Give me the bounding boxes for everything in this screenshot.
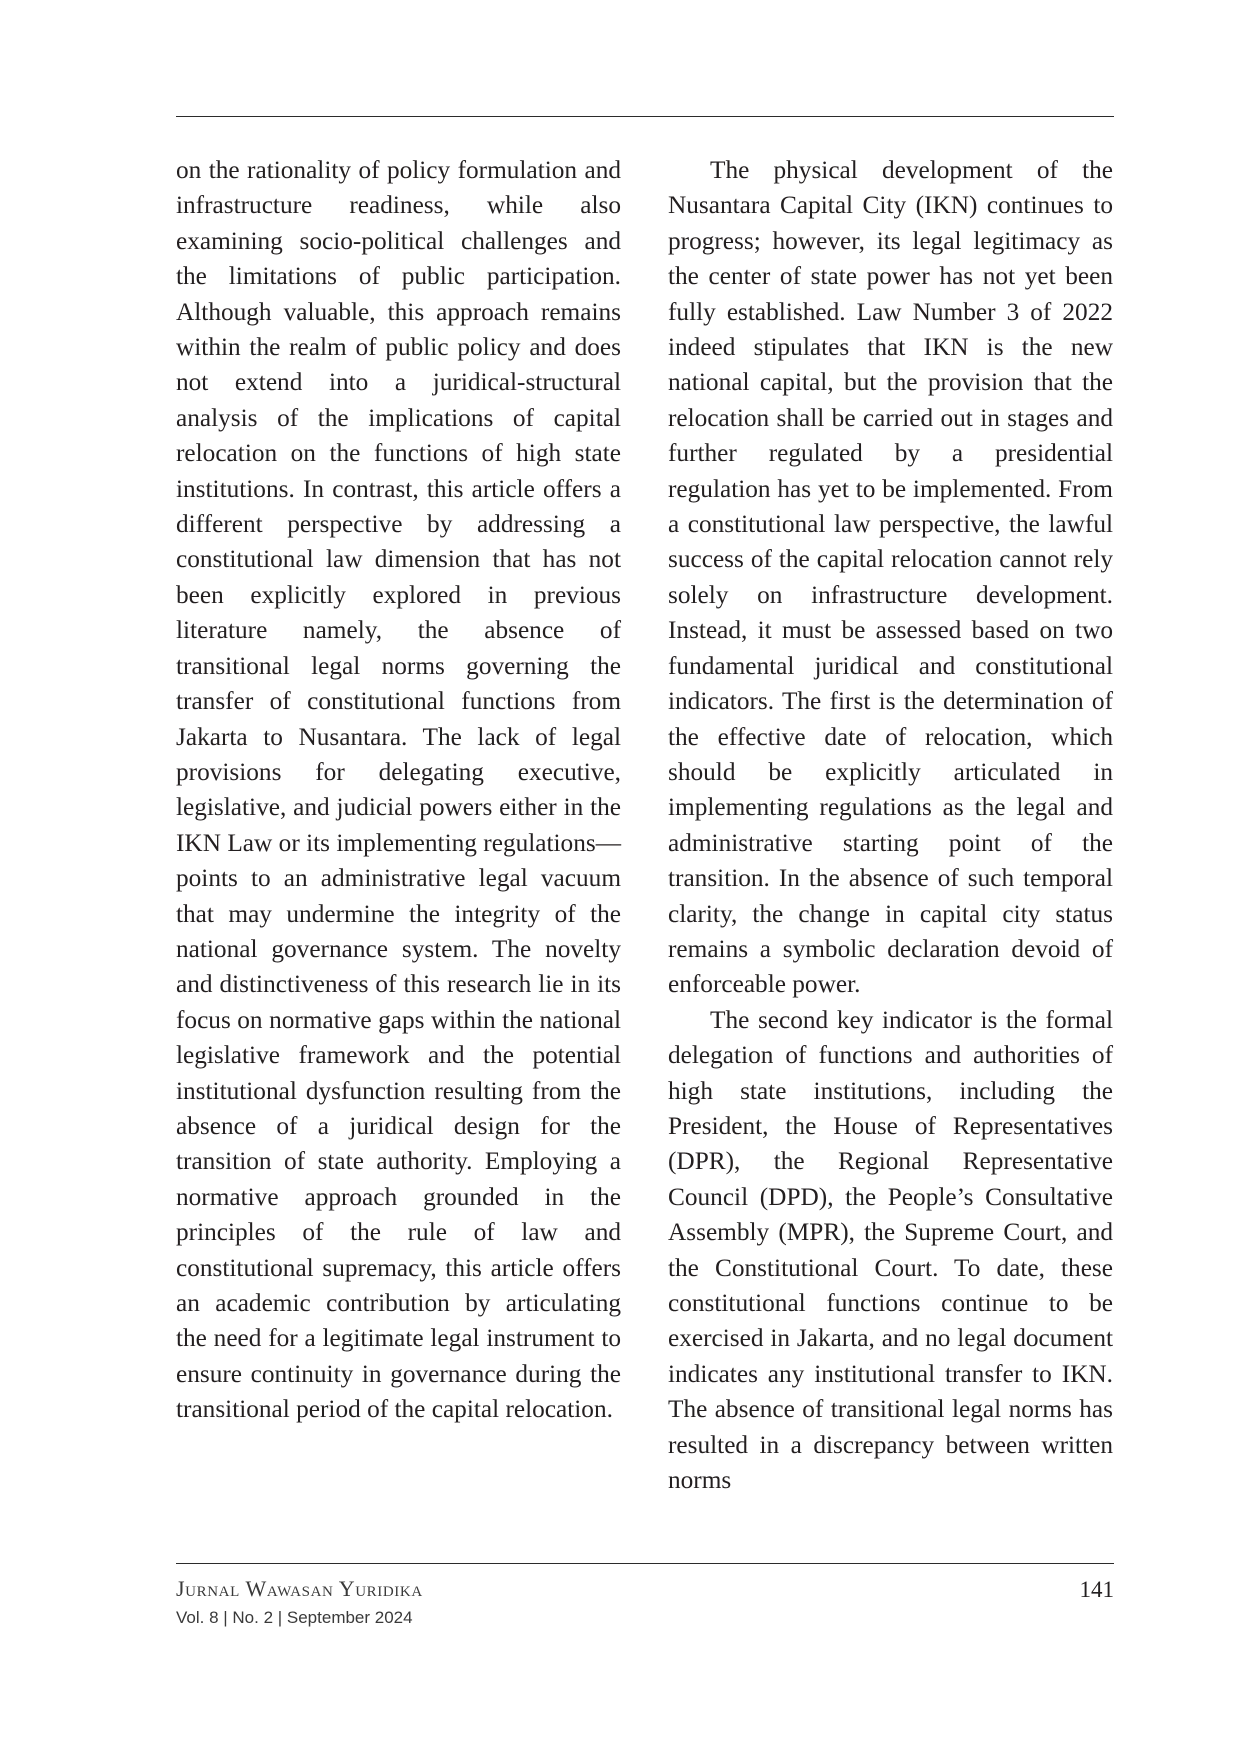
footer-rule <box>176 1563 1114 1564</box>
left-column <box>176 153 621 1428</box>
body-paragraph: The physical development of the Nusantara Capital City (IKN) continues to progress; however, its legal legitimacy as the center of state power has not yet been fully established. Law Number 3 of 2022 indeed stipulates that IKN is the new national capital, but the provision that the relocation shall be carried out in stages and further regulated by a presidential regulation has yet to be implemented. From a constitutional law perspective, the lawful success of the capital relocation cannot rely solely on infrastructure development. Instead, it must be assessed based on two fundamental juridical and constitutional indicators. The first is the determination of the effective date of relocation, which should be explicitly articulated in implementing regulations as the legal and administrative starting point of the transition. In the absence of such temporal clarity, the change in capital city status remains a symbolic declaration devoid of enforceable power. <box>668 156 1113 999</box>
volume-info: Vol. 8 | No. 2 | September 2024 <box>176 1608 413 1627</box>
body-paragraph: The second key indicator is the formal delegation of functions and authorities of high state institutions, including the President, the House of Representatives (DPR), the Regional Representative Council (DPD), the People’s Consultative Assembly (MPR), the Supreme Court, and the Constitutional Court. To date, these constitutional functions continue to be exercised in Jakarta, and no legal document indicates any institutional transfer to IKN. The absence of transitional legal norms has resulted in a discrepancy between written norms <box>668 1005 1113 1495</box>
right-column <box>668 153 1113 1498</box>
page-number: 141 <box>1079 1577 1114 1602</box>
body-paragraph: on the rationality of policy formulation and infrastructure readiness, while also examining socio-political challenges and the limitations of public participation. Although valuable, this approach remains within the realm of public policy and does not extend into a juridical-structural analysis of the implications of capital relocation on the functions of high state institutions. In contrast, this article offers a different perspective by addressing a constitutional law dimension that has not been explicitly explored in previous literature namely, the absence of transitional legal norms governing the transfer of constitutional functions from Jakarta to Nusantara. The lack of legal provisions for delegating executive, legislative, and judicial powers either in the IKN Law or its implementing regulations—points to an administrative legal vacuum that may undermine the integrity of the national governance system. The novelty and distinctiveness of this research lie in its focus on normative gaps within the national legislative framework and the potential institutional dysfunction resulting from the absence of a juridical design for the transition of state authority. Employing a normative approach grounded in the principles of the rule of law and constitutional supremacy, this article offers an academic contribution by articulating the need for a legitimate legal instrument to ensure continuity in governance during the transitional period of the capital relocation. <box>176 156 621 1424</box>
header-rule <box>176 116 1114 117</box>
journal-title: Jurnal Wawasan Yuridika <box>176 1576 423 1601</box>
